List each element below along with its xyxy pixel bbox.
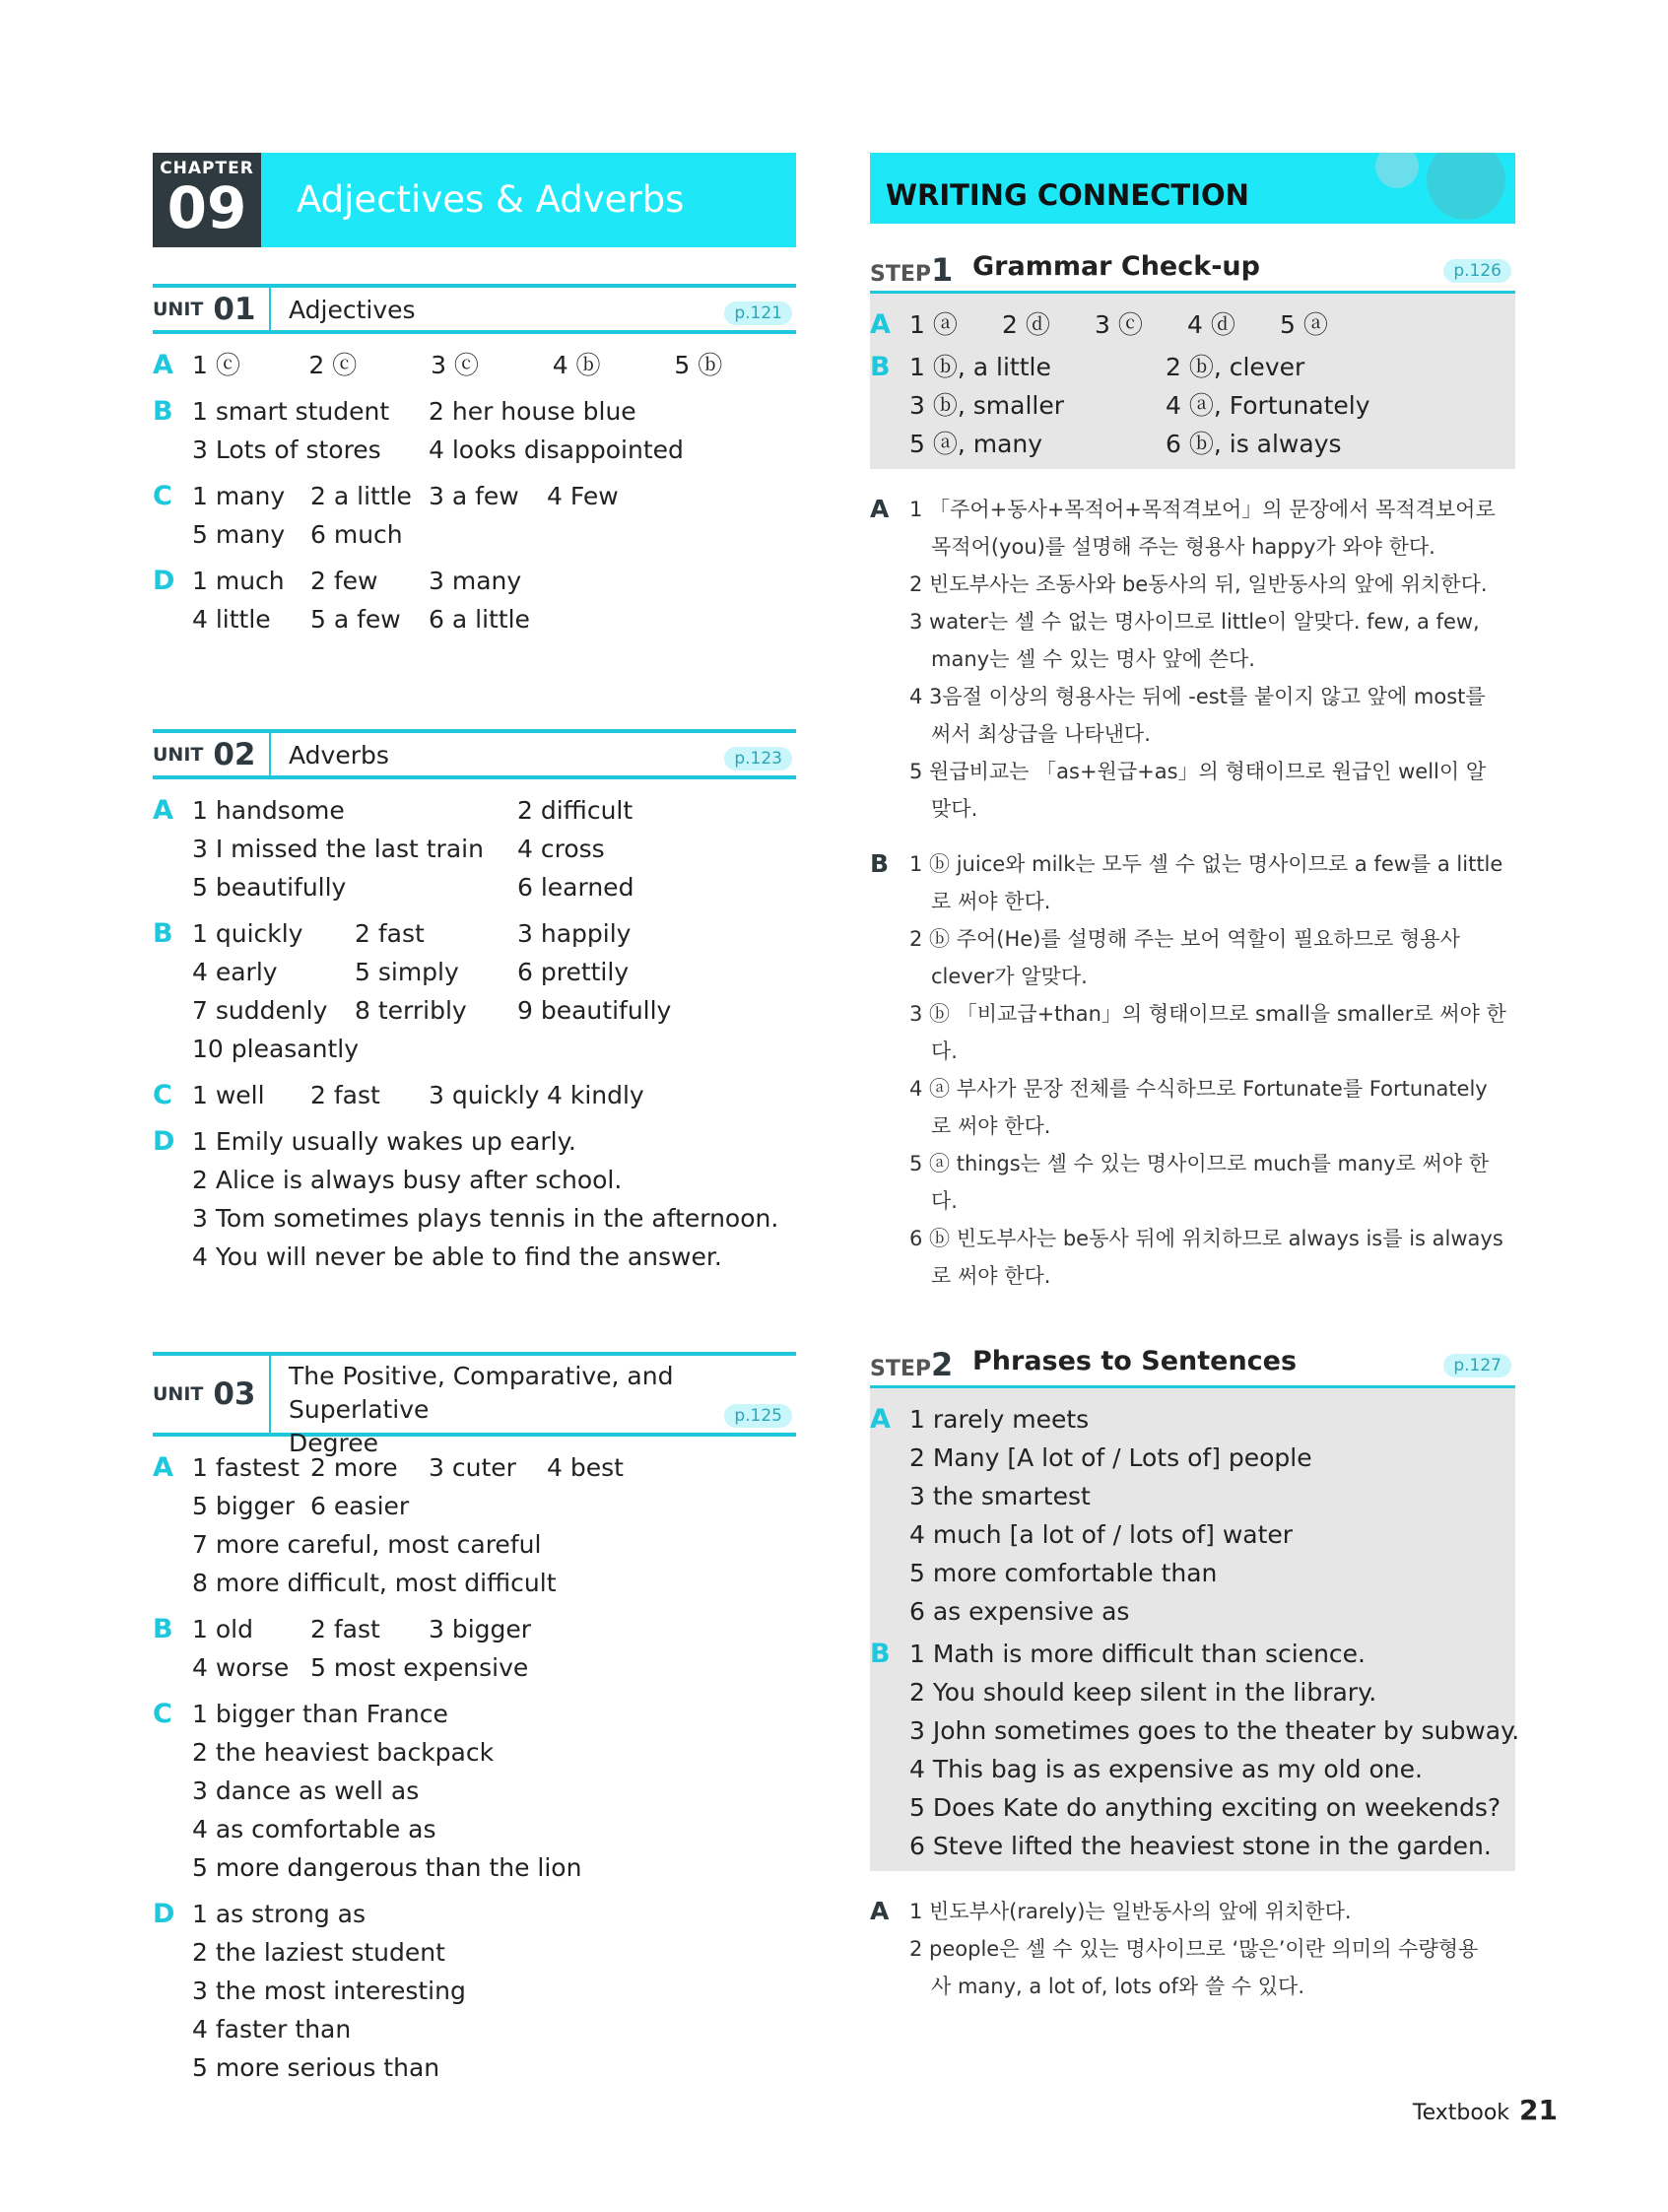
answer-item: 9 beautifully: [517, 996, 672, 1025]
answer-row: [909, 1673, 1515, 1711]
answer-row: [192, 1972, 796, 2010]
answer-item: 3 ⓒ: [1095, 310, 1143, 339]
answer-row: [192, 1810, 796, 1848]
explanation-line: 로 써야 한다.: [931, 890, 1051, 913]
answer-item: 1 rarely meets: [909, 1405, 1090, 1434]
answer-rows: [192, 477, 796, 554]
answer-item: 5 most expensive: [310, 1653, 529, 1682]
answer-row: [192, 515, 796, 554]
answer-item: 1 much: [192, 567, 285, 595]
answer-item: 2 ⓒ: [308, 351, 358, 379]
steps-container: [870, 245, 1520, 2005]
answer-item: 3 Tom sometimes plays tennis in the afternoon.: [192, 1204, 779, 1233]
page-reference-badge: p.127: [1443, 1354, 1511, 1377]
unit-word: UNIT: [153, 743, 204, 766]
section-letter: A: [153, 1452, 173, 1483]
answer-item: 3 dance as well as: [192, 1776, 420, 1805]
answer-row: [192, 1895, 796, 1933]
answer-item: 3 happily: [517, 919, 632, 948]
explanation-line: 로 써야 한다.: [931, 1114, 1051, 1138]
answer-row: [909, 1439, 1515, 1477]
answer-item: 3 many: [429, 567, 522, 595]
explanation-line: 1 「주어+동사+목적어+목적격보어」의 문장에서 목적격보어로: [909, 498, 1496, 521]
answer-row: [192, 1076, 796, 1114]
answer-item: 7 more careful, most careful: [192, 1530, 542, 1559]
explanation-line: 2 ⓑ 주어(He)를 설명해 주는 보어 역할이 필요하므로 형용사: [909, 927, 1460, 951]
answer-row: [192, 1610, 796, 1648]
answer-item: 1 ⓑ, a little: [909, 353, 1051, 381]
page-reference-badge: p.121: [724, 302, 792, 325]
answer-row: [192, 1848, 796, 1887]
answer-rows: [192, 1695, 796, 1887]
answer-item: 2 fast: [310, 1081, 380, 1109]
explanation-line: 5 원급비교는 「as+원급+as」의 형태이므로 원급인 well이 알: [909, 760, 1487, 783]
section-letter: C: [153, 1080, 172, 1110]
answer-item: 1 smart student: [192, 397, 390, 426]
section-letter: A: [870, 1404, 891, 1435]
answer-box: [870, 1388, 1520, 1871]
answer-item: 6 ⓑ, is always: [1166, 430, 1342, 458]
answer-row: [909, 1515, 1515, 1554]
answer-item: 4 ⓐ, Fortunately: [1166, 391, 1370, 420]
unit-number: 03: [213, 1376, 256, 1412]
section-letter: D: [153, 1126, 175, 1157]
step-word: STEP: [870, 1357, 932, 1381]
answer-item: 5 a few: [310, 605, 401, 634]
answer-row: [192, 914, 796, 953]
explanation-line: 4 ⓐ 부사가 문장 전체를 수식하므로 Fortunate를 Fortunately: [909, 1077, 1488, 1101]
answer-item: 2 fast: [355, 919, 425, 948]
answer-row: [192, 600, 796, 638]
step-title: Grammar Check-up: [972, 251, 1260, 282]
answer-row: [192, 1695, 796, 1733]
explanation-line: 1 빈도부사(rarely)는 일반동사의 앞에 위치한다.: [909, 1900, 1352, 1923]
answer-item: 3 the most interesting: [192, 1977, 466, 2005]
answer-item: 8 terribly: [355, 996, 467, 1025]
answer-item: 6 much: [310, 520, 403, 549]
step-tag: [870, 251, 953, 289]
answer-rows: [192, 791, 796, 906]
section-letter: A: [153, 795, 173, 826]
answer-row: [192, 392, 796, 431]
explanation-line: 3 water는 셀 수 없는 명사이므로 little이 알맞다. few, a few,: [909, 610, 1480, 634]
answer-row: [192, 1161, 796, 1199]
answer-item: 2 few: [310, 567, 378, 595]
answer-row: [192, 1733, 796, 1772]
answer-item: 7 suddenly: [192, 996, 328, 1025]
answer-section: [153, 1076, 796, 1114]
answer-item: 5 more dangerous than the lion: [192, 1853, 582, 1882]
section-letter: B: [153, 1614, 173, 1644]
answer-rows: [192, 914, 796, 1068]
page-reference-badge: p.125: [724, 1404, 792, 1428]
unit-label: [153, 1356, 271, 1433]
answer-row: [192, 2010, 796, 2048]
answer-section: [153, 392, 796, 469]
answer-item: 5 many: [192, 520, 286, 549]
unit-label: [153, 733, 271, 775]
answer-item: 1 bigger than France: [192, 1700, 448, 1728]
answer-item: 2 more: [310, 1453, 398, 1482]
answer-section: [153, 1895, 796, 2087]
explanation-letter: A: [870, 1897, 890, 1925]
answer-item: 5 more serious than: [192, 2053, 440, 2082]
unit-number: 01: [213, 291, 256, 327]
explanation-line: 2 people은 셀 수 있는 명사이므로 ‘많은’이란 의미의 수량형용: [909, 1937, 1479, 1961]
writing-connection-title: WRITING CONNECTION: [886, 178, 1249, 212]
section-letter: D: [153, 566, 175, 596]
answer-item: 3 John sometimes goes to the theater by subway.: [909, 1716, 1520, 1745]
answer-row: [909, 1827, 1515, 1865]
unit-answers: [153, 346, 796, 638]
writing-connection-header: [870, 153, 1515, 224]
answer-item: 6 Steve lifted the heaviest stone in the garden.: [909, 1832, 1492, 1860]
answer-section: [153, 1610, 796, 1687]
answer-row: [192, 1772, 796, 1810]
page-reference-badge: p.126: [1443, 259, 1511, 283]
answer-row: [909, 386, 1515, 425]
answer-item: 1 quickly: [192, 919, 303, 948]
page-footer: [1413, 2094, 1558, 2126]
chapter-title: Adjectives & Adverbs: [297, 178, 685, 221]
answer-row: [909, 1554, 1515, 1592]
answer-row: [192, 953, 796, 991]
answer-item: 5 ⓐ: [1280, 310, 1328, 339]
decorative-bubble: [1375, 153, 1419, 188]
explanation-line: 목적어(you)를 설명해 주는 형용사 happy가 와야 한다.: [931, 535, 1435, 559]
explanation-line: 다.: [931, 1039, 958, 1063]
answer-item: 4 This bag is as expensive as my old one.: [909, 1755, 1423, 1783]
answer-item: 4 little: [192, 605, 271, 634]
explanation-line: 2 빈도부사는 조동사와 be동사의 뒤, 일반동사의 앞에 위치한다.: [909, 572, 1488, 596]
answer-row: [192, 431, 796, 469]
explanation-line: 1 ⓑ juice와 milk는 모두 셀 수 없는 명사이므로 a few를 a little: [909, 852, 1503, 876]
answer-rows: [192, 562, 796, 638]
answer-row: [192, 1122, 796, 1161]
chapter-header: [153, 153, 796, 247]
answer-item: 1 ⓒ: [192, 351, 240, 379]
section-letter: B: [870, 352, 891, 382]
answer-item: 4 Few: [547, 482, 619, 510]
answer-item: 1 handsome: [192, 796, 345, 825]
section-letter: C: [153, 481, 172, 511]
explanation-line: clever가 알맞다.: [931, 965, 1088, 988]
answer-rows: [192, 392, 796, 469]
answer-row: [192, 830, 796, 868]
answer-item: 2 ⓓ: [1002, 310, 1050, 339]
section-letter: A: [153, 350, 173, 380]
unit-title-line: Adjectives: [289, 296, 416, 324]
answer-row: [909, 1635, 1515, 1673]
answer-row: [192, 1199, 796, 1238]
answer-item: 1 old: [192, 1615, 253, 1643]
answer-item: 1 fastest: [192, 1453, 300, 1482]
answer-item: 4 ⓑ: [552, 351, 601, 379]
answer-section: [153, 1695, 796, 1887]
answer-row: [192, 868, 796, 906]
unit-title-line: Degree: [289, 1429, 378, 1457]
explanation-line: 써서 최상급을 나타낸다.: [931, 722, 1151, 746]
explanation-line: 사 many, a lot of, lots of와 쓸 수 있다.: [931, 1975, 1305, 1998]
answer-rows: [192, 1076, 796, 1114]
answer-row: [909, 425, 1515, 463]
answer-item: 1 many: [192, 482, 286, 510]
answer-row: [192, 2048, 796, 2087]
answer-item: 4 You will never be able to find the answer.: [192, 1242, 722, 1271]
answer-row: [192, 1933, 796, 1972]
step-header: [870, 1340, 1515, 1388]
answer-item: 6 prettily: [517, 958, 630, 986]
answer-item: 3 bigger: [429, 1615, 532, 1643]
step-title: Phrases to Sentences: [972, 1346, 1298, 1376]
answer-section: [870, 305, 1515, 344]
answer-row: [192, 562, 796, 600]
answer-row: [192, 1525, 796, 1564]
section-letter: B: [153, 396, 173, 427]
answer-section: [153, 346, 796, 384]
step-header: [870, 245, 1515, 294]
section-letter: A: [870, 309, 891, 340]
explanation-block: [870, 491, 1515, 828]
answer-item: 2 You should keep silent in the library.: [909, 1678, 1377, 1707]
explanation-line: 4 3음절 이상의 형용사는 뒤에 -est를 붙이지 않고 앞에 most를: [909, 685, 1486, 708]
answer-item: 3 cuter: [429, 1453, 516, 1482]
answer-row: [192, 1648, 796, 1687]
unit-header: [153, 729, 796, 779]
answer-row: [909, 1592, 1515, 1631]
chapter-badge: [153, 153, 261, 247]
answer-item: 4 faster than: [192, 2015, 352, 2044]
answer-item: 3 the smartest: [909, 1482, 1091, 1510]
answer-section: [153, 791, 796, 906]
answer-section: [153, 1448, 796, 1602]
explanation-line: 다.: [931, 1189, 958, 1213]
answer-item: 4 as comfortable as: [192, 1815, 436, 1843]
answer-item: 2 the heaviest backpack: [192, 1738, 495, 1767]
unit-answers: [153, 1448, 796, 2087]
answer-box: [870, 294, 1515, 469]
answer-item: 6 as expensive as: [909, 1597, 1130, 1626]
answer-item: 3 ⓑ, smaller: [909, 391, 1064, 420]
answer-item: 4 much [a lot of / lots of] water: [909, 1520, 1294, 1549]
answer-item: 4 looks disappointed: [429, 436, 684, 464]
unit-title-line: The Positive, Comparative, and Superlative: [289, 1362, 674, 1424]
answer-section: [153, 914, 796, 1068]
answer-rows: [192, 1122, 796, 1276]
answer-item: 2 Many [A lot of / Lots of] people: [909, 1443, 1312, 1472]
answer-rows: [192, 1895, 796, 2087]
unit-label: [153, 288, 271, 330]
answer-row: [909, 348, 1515, 386]
section-letter: B: [153, 918, 173, 949]
explanation-line: 맞다.: [931, 797, 978, 821]
answer-rows: [909, 305, 1515, 344]
explanation-line: 6 ⓑ 빈도부사는 be동사 뒤에 위치하므로 always is를 is always: [909, 1227, 1503, 1250]
footer-label: Textbook: [1412, 2101, 1510, 2125]
section-letter: D: [153, 1899, 175, 1929]
answer-item: 6 a little: [429, 605, 530, 634]
explanation-block: [870, 1893, 1515, 2005]
answer-row: [192, 1487, 796, 1525]
step-number: 1: [931, 251, 954, 289]
answer-item: 5 ⓑ: [674, 351, 723, 379]
answer-item: 2 fast: [310, 1615, 380, 1643]
unit-word: UNIT: [153, 1383, 204, 1405]
step-number: 2: [931, 1346, 954, 1383]
answer-rows: [909, 1635, 1520, 1865]
answer-row: [192, 1564, 796, 1602]
answer-item: 4 worse: [192, 1653, 290, 1682]
answer-section: [153, 477, 796, 554]
answer-row: [909, 305, 1515, 344]
answer-row: [909, 1750, 1515, 1788]
answer-row: [192, 1448, 796, 1487]
answer-item: 2 the laziest student: [192, 1938, 445, 1967]
answer-item: 4 early: [192, 958, 278, 986]
answer-item: 1 Emily usually wakes up early.: [192, 1127, 576, 1156]
explanation-letter: A: [870, 495, 890, 523]
step-word: STEP: [870, 262, 932, 287]
answer-item: 3 a few: [429, 482, 519, 510]
unit-header: [153, 1352, 796, 1457]
answer-item: 5 bigger: [192, 1492, 296, 1520]
answer-item: 3 ⓒ: [431, 351, 479, 379]
answer-item: 6 learned: [517, 873, 634, 902]
answer-item: 5 simply: [355, 958, 459, 986]
answer-item: 5 Does Kate do anything exciting on weekends?: [909, 1793, 1501, 1822]
answer-item: 3 quickly: [429, 1081, 540, 1109]
unit-title: [289, 288, 796, 333]
answer-item: 8 more difficult, most difficult: [192, 1569, 557, 1597]
page-number: 21: [1519, 2094, 1558, 2126]
unit-title-line: Adverbs: [289, 741, 389, 770]
answer-item: 4 cross: [517, 835, 605, 863]
chapter-number: 09: [167, 174, 247, 241]
answer-row: [192, 791, 796, 830]
answer-item: 3 I missed the last train: [192, 835, 484, 863]
explanation-letter: B: [870, 849, 890, 878]
step-tag: [870, 1346, 953, 1383]
answer-rows: [192, 346, 796, 384]
answer-item: 1 ⓐ: [909, 310, 958, 339]
answer-section: [153, 1122, 796, 1276]
right-column: [870, 153, 1520, 2005]
answer-item: 6 easier: [310, 1492, 410, 1520]
explanation-line: 5 ⓐ things는 셀 수 있는 명사이므로 much를 many로 써야 한: [909, 1152, 1490, 1175]
answer-rows: [192, 1610, 796, 1687]
answer-section: [153, 562, 796, 638]
answer-item: 2 difficult: [517, 796, 634, 825]
answer-row: [192, 991, 796, 1030]
explanation-line: many는 셀 수 있는 명사 앞에 쓴다.: [931, 647, 1255, 671]
answer-row: [909, 1400, 1515, 1439]
left-column: [153, 153, 796, 2087]
answer-section: [870, 1635, 1520, 1865]
unit-number: 02: [213, 736, 256, 772]
chapter-label: CHAPTER: [160, 159, 254, 178]
section-letter: C: [153, 1699, 172, 1729]
answer-item: 1 as strong as: [192, 1900, 367, 1928]
answer-item: 4 ⓓ: [1187, 310, 1235, 339]
unit-word: UNIT: [153, 298, 204, 320]
answer-row: [909, 1711, 1520, 1750]
answer-item: 2 ⓑ, clever: [1166, 353, 1305, 381]
answer-row: [192, 1030, 796, 1068]
answer-item: 3 Lots of stores: [192, 436, 381, 464]
answer-row: [192, 346, 796, 384]
explanation-block: [870, 845, 1515, 1295]
unit-title: [289, 733, 796, 778]
explanation-line: 로 써야 한다.: [931, 1264, 1051, 1288]
unit-header: [153, 284, 796, 334]
answer-row: [909, 1788, 1515, 1827]
answer-item: 10 pleasantly: [192, 1035, 360, 1063]
answer-item: 5 ⓐ, many: [909, 430, 1043, 458]
units-container: [153, 284, 796, 2087]
answer-item: 5 more comfortable than: [909, 1559, 1218, 1587]
section-letter: B: [870, 1639, 891, 1669]
answer-item: 4 best: [547, 1453, 624, 1482]
page-reference-badge: p.123: [724, 747, 792, 771]
answer-item: 1 well: [192, 1081, 265, 1109]
answer-row: [192, 1238, 796, 1276]
answer-item: 2 her house blue: [429, 397, 636, 426]
answer-row: [909, 1477, 1515, 1515]
answer-item: 5 beautifully: [192, 873, 347, 902]
answer-row: [192, 477, 796, 515]
answer-section: [870, 348, 1515, 463]
answer-section: [870, 1400, 1515, 1631]
unit-answers: [153, 791, 796, 1276]
answer-rows: [192, 1448, 796, 1602]
answer-item: 2 Alice is always busy after school.: [192, 1166, 623, 1194]
answer-item: 2 a little: [310, 482, 412, 510]
answer-rows: [909, 1400, 1515, 1631]
decorative-bubble: [1427, 153, 1505, 220]
answer-item: 4 kindly: [547, 1081, 644, 1109]
answer-rows: [909, 348, 1515, 463]
explanation-line: 3 ⓑ 「비교급+than」의 형태이므로 small을 smaller로 써야 한: [909, 1002, 1506, 1026]
answer-item: 1 Math is more difficult than science.: [909, 1640, 1367, 1668]
